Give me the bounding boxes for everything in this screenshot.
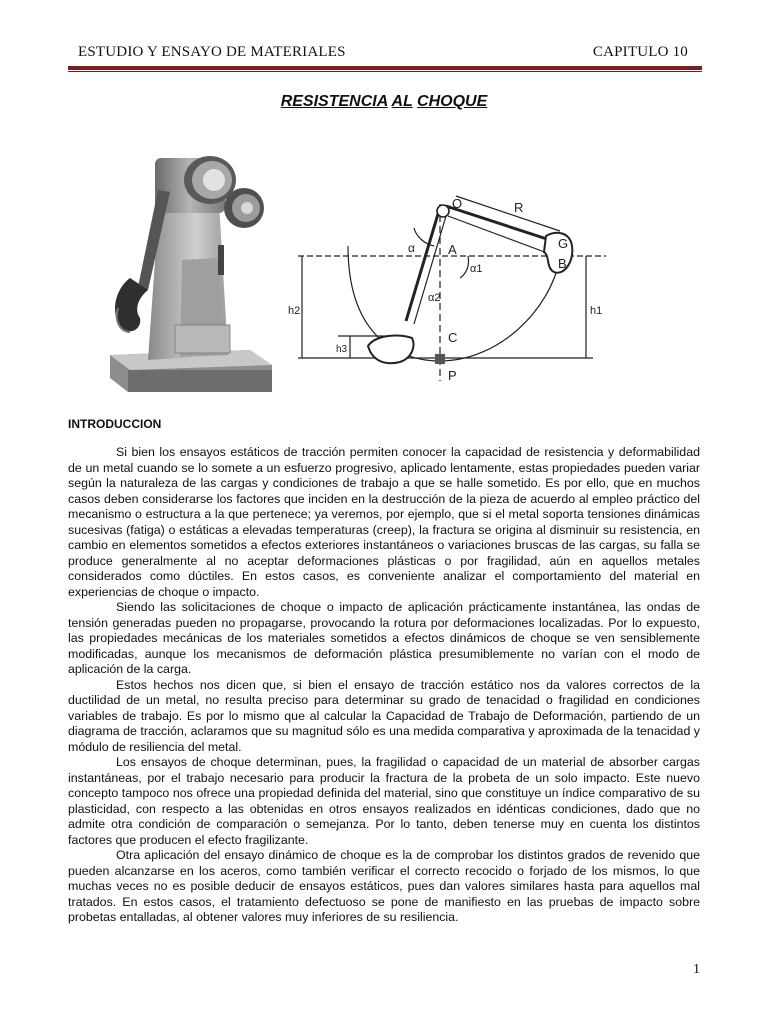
label-alpha2: α2: [428, 292, 441, 304]
title-word-3: CHOQUE: [417, 93, 488, 110]
label-alpha: α: [408, 241, 415, 255]
header-rule-thick: [68, 66, 702, 70]
paragraph-5: Otra aplicación del ensayo dinámico de choque es la de comprobar los distintos grados de revenido que pueden alcanzarse en los aceros, como también verificar el correcto recocido o forjado de los mismos, lo que muchas veces no es posible deducir de ensayos estáticos, pues dan valores similares hasta para aquellos mal tratados. En estos casos, el tratamiento defectuoso se pone de manifiesto en las pruebas de impacto sobre probetas entalladas, al obtener valores muy inferiores de su resiliencia.: [68, 848, 700, 924]
label-P: P: [448, 368, 457, 383]
header-left: ESTUDIO Y ENSAYO DE MATERIALES: [78, 44, 346, 60]
label-R: R: [514, 200, 524, 215]
label-A: A: [448, 242, 457, 257]
label-B: B: [558, 256, 567, 271]
section-heading: INTRODUCCION: [68, 417, 162, 431]
label-O: O: [452, 196, 463, 211]
title-word-1: RESISTENCIA: [280, 93, 388, 110]
label-h2: h2: [288, 305, 301, 317]
body-text: [68, 445, 700, 926]
hammer-lower: [368, 336, 414, 364]
header-right: CAPITULO 10: [592, 44, 688, 60]
label-G: G: [558, 236, 569, 251]
label-C: C: [448, 330, 458, 345]
header-rule-thin: [68, 71, 702, 72]
label-h3: h3: [336, 344, 348, 355]
impact-machine-photo: [100, 150, 280, 398]
label-h1: h1: [590, 305, 603, 317]
page-number: 1: [693, 962, 700, 977]
label-alpha1: α1: [470, 263, 483, 275]
paragraph-3: Estos hechos nos dicen que, si bien el ensayo de tracción estático nos da valores correctos de la ductilidad de un metal, no resulta preciso para determinar su grado de tenacidad o fragilidad en condiciones variables de trabajo. Es por lo mismo que al calcular la Capacidad de Trabajo de Deformación, partiendo de un diagrama de tracción, aclaramos que su magnitud sólo es una medida comparativa y aproximada de la tenacidad y módulo de resiliencia del metal.: [68, 677, 700, 754]
paragraph-4: Los ensayos de choque determinan, pues, la fragilidad o capacidad de un material de absorber cargas instantáneas, por el trabajo necesario para producir la fractura de la probeta de un solo impacto. Este nuevo concepto tampoco nos ofrece una propiedad definida del material, sino que constituye un índice comparativo de su plasticidad, con respecto a las obtenidas en otros ensayos realizados en idénticas condiciones, dado que no admite otra condición de comparación o semejanza. Por lo tanto, deben tenerse muy en cuenta los distintos factores que producen el efecto fragilizante.: [68, 755, 700, 847]
pendulum-diagram: [288, 186, 613, 391]
paragraph-2: Siendo las solicitaciones de choque o impacto de aplicación prácticamente instantánea, las ondas de tensión generadas pueden no propagarse, provocando la rotura por deformaciones localizadas. Por lo expuesto, las propiedades mecánicas de los materiales sometidos a efectos dinámicos de choque se ven sensiblemente modificadas, aunque los mecanismos de deformación plástica presumiblemente no varían con el modo de aplicación de la carga.: [68, 600, 700, 676]
specimen: [435, 354, 445, 364]
title-word-2: AL: [391, 93, 413, 110]
pivot-point: [437, 205, 449, 217]
page-title: [0, 93, 768, 111]
paragraph-1: Si bien los ensayos estáticos de tracción permiten conocer la capacidad de resistencia y deformabilidad de un metal cuando se lo somete a un esfuerzo progresivo, aplicado lentamente, estas propiedades pueden variar según la naturaleza de las cargas y condiciones de trabajo a que se halle sometido. Es por ello, que en muchos casos deben considerarse los factores que inciden en la destrucción de la pieza de acuerdo al empleo práctico del mecanismo o estructura a la que pertenece; ya veremos, por ejemplo, que si el metal soporta tensiones dinámicas sucesivas (fatiga) o estáticas a elevadas temperaturas (creep), la fractura se origina al disminuir su resistencia, en cambio en elementos sometidos a efectos exteriores instantáneos o variaciones bruscas de las cargas, su falla se produce generalmente al no aceptar deformaciones plásticas o por fragilidad, aún en aquellos metales considerados como dúctiles. En estos casos, es conveniente analizar el comportamiento del material en experiencias de choque o impacto.: [68, 445, 700, 599]
